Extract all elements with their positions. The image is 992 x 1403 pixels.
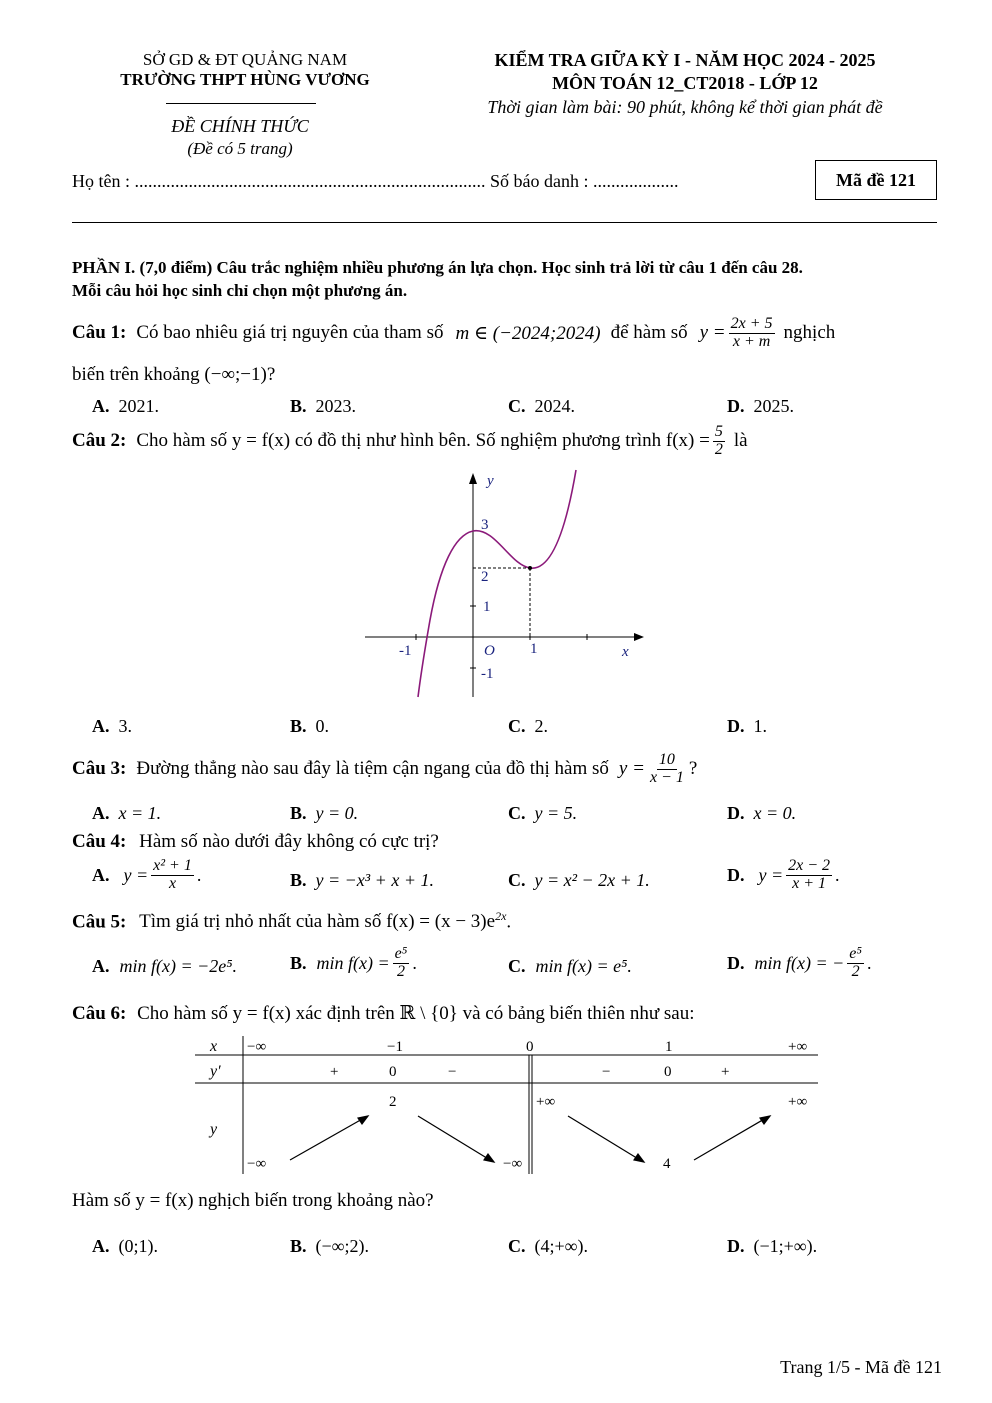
y-tick-label-1: 1 xyxy=(483,599,491,615)
option-text: 2021. xyxy=(118,396,159,416)
q1-option-d[interactable] xyxy=(727,396,794,417)
option-letter: A. xyxy=(92,396,110,416)
option-letter: C. xyxy=(508,956,526,976)
q6-question: Hàm số y = f(x) nghịch biến trong khoảng nào? xyxy=(72,1190,434,1211)
option-letter: A. xyxy=(92,1236,110,1256)
option-letter: B. xyxy=(290,716,307,736)
q5-d-fraction xyxy=(847,946,864,981)
option-text: min f(x) = e⁵. xyxy=(535,956,632,976)
period: . xyxy=(196,864,202,885)
q1-option-c[interactable] xyxy=(508,396,575,417)
arrowhead-up-1 xyxy=(358,1116,368,1124)
option-letter: A. xyxy=(92,716,110,736)
option-letter: C. xyxy=(508,803,526,823)
y-val-pos-inf-right: +∞ xyxy=(788,1094,808,1110)
question-2 xyxy=(72,424,748,459)
y-tick-label-neg1: -1 xyxy=(481,666,494,682)
header-divider xyxy=(166,103,316,104)
option-text: y = x² − 2x + 1. xyxy=(534,870,650,890)
period: . xyxy=(835,864,840,885)
row-label-yprime: y′ xyxy=(210,1063,221,1080)
q5-b-fraction xyxy=(393,946,410,981)
subject-line: MÔN TOÁN 12_CT2018 - LỚP 12 xyxy=(552,73,818,93)
part1-heading-1: PHẦN I. (7,0 điểm) Câu trắc nghiệm nhiều phương án lựa chọn. Học sinh trả lời từ câu 1 đến câu 28. xyxy=(72,258,803,277)
option-text: min f(x) = xyxy=(316,952,390,973)
arrowhead-down-2 xyxy=(634,1154,644,1162)
q1-label: Câu 1: xyxy=(72,322,127,344)
option-text: 3. xyxy=(118,716,132,736)
period: . xyxy=(866,952,872,973)
option-text: 0. xyxy=(315,716,330,736)
q4-option-b[interactable] xyxy=(290,870,434,891)
arrowhead-up-2 xyxy=(760,1116,770,1124)
option-letter: A. xyxy=(92,864,110,885)
q2-num: 5 xyxy=(714,423,723,440)
question-3 xyxy=(72,752,697,787)
option-letter: C. xyxy=(508,716,526,736)
y-val-pos-inf-left: +∞ xyxy=(536,1094,556,1110)
duration-line: Thời gian làm bài: 90 phút, không kể thời gian phát đề xyxy=(487,97,883,117)
q2-option-b[interactable] xyxy=(290,716,329,737)
option-letter: D. xyxy=(727,952,745,973)
q2-label: Câu 2: xyxy=(72,430,127,452)
option-text: min f(x) = − xyxy=(754,952,845,973)
fraction-num: e⁵ xyxy=(394,945,408,962)
fraction-den: x xyxy=(168,874,177,892)
exam-code: Mã đề 121 xyxy=(836,169,916,190)
sign-plus-1: + xyxy=(330,1064,339,1080)
arrowhead-down-1 xyxy=(484,1154,494,1162)
option-letter: D. xyxy=(727,803,745,823)
question-5 xyxy=(72,909,511,933)
option-letter: B. xyxy=(290,396,307,416)
q2-option-a[interactable] xyxy=(92,716,132,737)
x-val-neg1: −1 xyxy=(387,1039,403,1055)
q1-fraction xyxy=(729,316,775,351)
official-label: ĐỀ CHÍNH THỨC xyxy=(171,116,309,136)
student-info-line: Họ tên : .............................................................................. Số báo danh : ................... xyxy=(72,171,679,191)
option-letter: B. xyxy=(290,1236,307,1256)
option-letter: A. xyxy=(92,803,110,823)
option-letter: C. xyxy=(508,396,526,416)
option-text: 2023. xyxy=(315,396,357,416)
fraction-den: 2 xyxy=(396,962,405,980)
y-val-neg-inf-left: −∞ xyxy=(247,1156,267,1172)
q3-y-eq: y = xyxy=(618,758,645,780)
part1-heading-2: Mỗi câu hỏi học sinh chỉ chọn một phương án. xyxy=(72,281,408,300)
arrow-down-2 xyxy=(568,1116,640,1160)
q1-num: 2x + 5 xyxy=(730,315,773,332)
option-letter: B. xyxy=(290,870,307,890)
q4-label: Câu 4: xyxy=(72,831,127,852)
q3-option-a[interactable] xyxy=(92,803,161,824)
q2-den: 2 xyxy=(714,440,723,458)
x-val-0: 0 xyxy=(526,1039,534,1055)
option-text: y = 5. xyxy=(534,803,578,823)
q3-fraction xyxy=(648,752,686,787)
option-text: y = −x³ + x + 1. xyxy=(315,870,434,890)
q2-text: Cho hàm số y = f(x) có đồ thị như hình bên. Số nghiệm phương trình f(x) = xyxy=(136,430,710,452)
option-letter: D. xyxy=(727,1236,745,1256)
option-letter: D. xyxy=(727,396,745,416)
sign-plus-2: + xyxy=(721,1064,730,1080)
option-text: y = 0. xyxy=(315,803,359,823)
header-rule xyxy=(72,222,937,223)
question-4 xyxy=(72,831,439,853)
origin-label: O xyxy=(484,643,495,659)
fraction-num: 2x − 2 xyxy=(788,857,831,874)
q1-option-b[interactable] xyxy=(290,396,356,417)
q6-text: Cho hàm số y = f(x) xác định trên ℝ \ {0} và có bảng biến thiên như sau: xyxy=(137,1003,695,1024)
option-letter: A. xyxy=(92,956,110,976)
row-label-x: x xyxy=(210,1038,218,1055)
y-axis-arrow xyxy=(469,473,477,484)
y-val-4: 4 xyxy=(663,1156,671,1172)
option-letter: C. xyxy=(508,1236,526,1256)
q1-text-c: nghịch xyxy=(783,322,836,344)
q1-text-a: Có bao nhiêu giá trị nguyên của tham số xyxy=(136,322,444,344)
pages-note: (Đề có 5 trang) xyxy=(187,139,293,158)
period: . xyxy=(506,911,512,933)
q4-option-d[interactable] xyxy=(727,858,840,893)
option-text: (0;1). xyxy=(118,1236,158,1256)
function-curve xyxy=(418,470,576,697)
variation-table xyxy=(190,1032,822,1177)
option-letter: B. xyxy=(290,803,307,823)
q2-tail: là xyxy=(733,430,748,452)
y-val-neg-inf-right: −∞ xyxy=(503,1156,523,1172)
option-letter: B. xyxy=(290,952,307,973)
option-text: (−∞;2). xyxy=(315,1236,369,1256)
sign-zero-1: 0 xyxy=(389,1064,397,1080)
q1-option-a[interactable] xyxy=(92,396,159,417)
y-val-2: 2 xyxy=(389,1094,397,1110)
option-text: (−1;+∞). xyxy=(753,1236,818,1256)
q5-option-d[interactable] xyxy=(727,946,871,981)
option-text: 2025. xyxy=(753,396,794,416)
fraction-num: x² + 1 xyxy=(153,857,192,874)
x-val-1: 1 xyxy=(665,1039,673,1055)
q3-text: Đường thẳng nào sau đây là tiệm cận ngang của đồ thị hàm số xyxy=(136,758,609,780)
q2-fraction xyxy=(713,424,725,459)
q2-function-graph xyxy=(360,465,650,705)
q3-num: 10 xyxy=(658,751,675,768)
x-val-neg-inf: −∞ xyxy=(247,1039,267,1055)
option-text: y = xyxy=(123,864,149,885)
fraction-num: e⁵ xyxy=(849,945,862,962)
q2-option-d[interactable] xyxy=(727,716,767,737)
option-text: (4;+∞). xyxy=(534,1236,588,1256)
q5-exponent: 2x xyxy=(495,909,507,923)
option-text: min f(x) = −2e⁵. xyxy=(119,956,238,976)
option-letter: D. xyxy=(727,716,745,736)
q5-label: Câu 5: xyxy=(72,911,127,933)
q6-option-a[interactable] xyxy=(92,1236,158,1257)
q5-option-c[interactable] xyxy=(508,956,632,977)
y-tick-label-2: 2 xyxy=(481,569,489,585)
arrow-up-2 xyxy=(694,1118,766,1160)
q6-option-b[interactable] xyxy=(290,1236,369,1257)
department: SỞ GD & ĐT QUẢNG NAM xyxy=(142,50,348,69)
q1-y-eq: y = xyxy=(699,322,726,344)
option-text: y = xyxy=(758,864,784,885)
q5-text: Tìm giá trị nhỏ nhất của hàm số f(x) = (x − 3)e xyxy=(139,911,496,933)
sign-minus-1: − xyxy=(448,1064,457,1080)
row-label-y: y xyxy=(210,1121,218,1138)
exam-code-box xyxy=(815,160,937,200)
question-1 xyxy=(72,316,835,351)
q6-label: Câu 6: xyxy=(72,1003,127,1024)
q3-option-b[interactable] xyxy=(290,803,358,824)
option-letter: D. xyxy=(727,864,745,885)
q3-option-c[interactable] xyxy=(508,803,577,824)
sign-zero-2: 0 xyxy=(664,1064,672,1080)
exam-title: KIỂM TRA GIỮA KỲ I - NĂM HỌC 2024 - 2025 xyxy=(494,50,876,70)
q6-option-c[interactable] xyxy=(508,1236,588,1257)
q4-option-c[interactable] xyxy=(508,870,650,891)
option-text: 1. xyxy=(753,716,767,736)
min-point xyxy=(528,566,532,570)
q1-text-b: để hàm số xyxy=(610,322,688,344)
x-tick-label-1: 1 xyxy=(530,641,538,657)
option-text: x = 0. xyxy=(753,803,797,823)
arrow-down-1 xyxy=(418,1116,490,1160)
x-val-pos-inf: +∞ xyxy=(788,1039,808,1055)
fraction-den: x + 1 xyxy=(792,874,827,892)
sign-minus-2: − xyxy=(602,1064,611,1080)
school-name: TRƯỜNG THPT HÙNG VƯƠNG xyxy=(120,70,370,89)
q3-tail: ? xyxy=(688,758,698,780)
q1-param: m ∈ (−2024;2024) xyxy=(455,322,601,344)
arrow-up-1 xyxy=(290,1118,364,1160)
fraction-den: 2 xyxy=(851,962,860,980)
q1-line2: biến trên khoảng (−∞;−1)? xyxy=(72,364,276,385)
page-footer: Trang 1/5 - Mã đề 121 xyxy=(780,1357,942,1377)
period: . xyxy=(412,952,417,973)
q5-option-a[interactable] xyxy=(92,956,237,977)
q3-option-d[interactable] xyxy=(727,803,796,824)
option-letter: C. xyxy=(508,870,526,890)
q5-option-b[interactable] xyxy=(290,946,417,981)
question-6 xyxy=(72,1002,695,1025)
q4-text: Hàm số nào dưới đây không có cực trị? xyxy=(139,831,439,852)
option-text: x = 1. xyxy=(118,803,162,823)
x-tick-label-neg1: -1 xyxy=(399,643,412,659)
q3-label: Câu 3: xyxy=(72,758,127,780)
option-text: 2. xyxy=(534,716,548,736)
y-tick-label-3: 3 xyxy=(481,517,489,533)
q4-option-a[interactable] xyxy=(92,858,201,893)
x-axis-arrow xyxy=(634,633,644,641)
q2-option-c[interactable] xyxy=(508,716,548,737)
q4-d-fraction xyxy=(786,858,832,893)
option-text: 2024. xyxy=(534,396,575,416)
q1-den: x + m xyxy=(732,332,771,350)
y-axis-label: y xyxy=(487,473,494,489)
x-axis-label: x xyxy=(622,644,629,660)
q3-den: x − 1 xyxy=(649,768,684,786)
q6-option-d[interactable] xyxy=(727,1236,817,1257)
q4-a-fraction xyxy=(151,858,194,893)
